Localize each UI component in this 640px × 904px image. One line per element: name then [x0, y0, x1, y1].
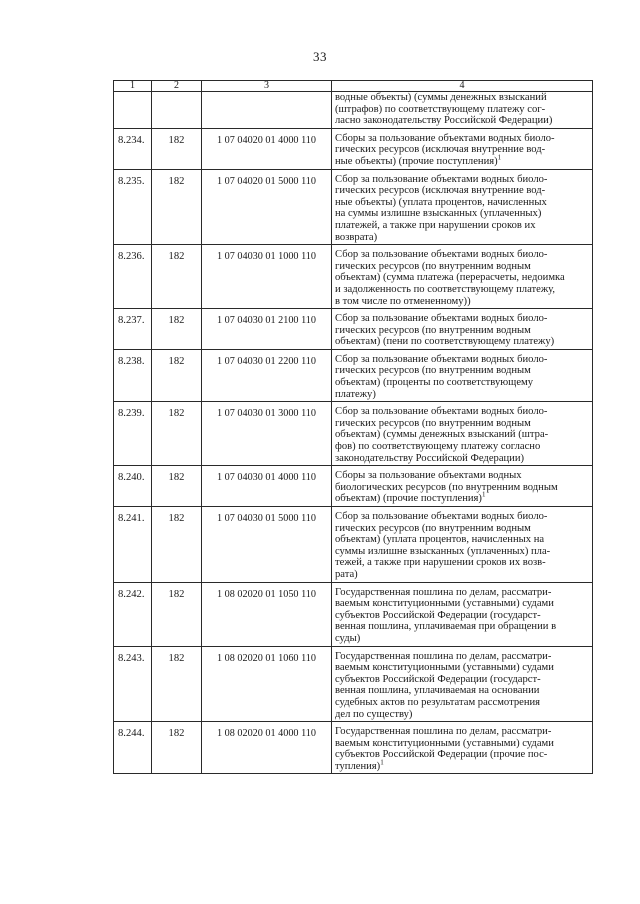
admin-code-cell: 182	[152, 128, 202, 169]
row-number-cell: 8.234.	[114, 128, 152, 169]
budget-code-cell: 1 07 04030 01 2200 110	[202, 349, 332, 401]
footnote-marker: 1	[481, 490, 486, 499]
footnote-marker: 1	[497, 153, 502, 162]
description-label: Государственная пошлина по делам, рассматри- ваемым конституционными (уставными) судами субъектов Российской Федерации (государст- венная пошлина, уплачиваемая при обращении в суды)	[335, 586, 557, 644]
table-row	[114, 128, 593, 169]
description-label: Государственная пошлина по делам, рассматри- ваемым конституционными (уставными) судами субъектов Российской Федерации (государст- венная пошлина, уплачиваемая на основании судебных актов по результатам рассмотрения дел по существу)	[335, 650, 554, 720]
revenue-classification-table	[113, 80, 593, 774]
table-row	[114, 402, 593, 466]
description-cell	[332, 582, 593, 646]
description-cell	[332, 349, 593, 401]
header-cell-1: 1	[114, 81, 152, 92]
description-cell	[332, 466, 593, 507]
admin-code-cell: 182	[152, 169, 202, 245]
table-row	[114, 92, 593, 129]
row-number-cell: 8.238.	[114, 349, 152, 401]
description-text	[335, 511, 590, 581]
description-label: Сбор за пользование объектами водных биоло- гических ресурсов (по внутренним водным объектам) (суммы денежных взысканий (штра- фов) по соответствующему платежу согласно законодательству Российской Федерации)	[335, 406, 549, 464]
row-number-cell: 8.244.	[114, 722, 152, 774]
description-text	[335, 92, 590, 127]
admin-code-cell: 182	[152, 582, 202, 646]
budget-code-cell	[202, 92, 332, 129]
table-row	[114, 646, 593, 722]
budget-code-cell: 1 07 04030 01 4000 110	[202, 466, 332, 507]
description-label: Сбор за пользование объектами водных биоло- гических ресурсов (по внутренним водным объектам) (проценты по соответствующему платежу)	[335, 353, 548, 400]
description-cell	[332, 646, 593, 722]
row-number-cell: 8.243.	[114, 646, 152, 722]
description-cell	[332, 128, 593, 169]
description-label: водные объекты) (суммы денежных взысканий (штрафов) по соответствующему платежу сог- ласно законодательству Российской Федерации)	[335, 92, 553, 127]
description-text	[335, 354, 590, 400]
table-body	[114, 81, 593, 774]
description-label: Сбор за пользование объектами водных биоло- гических ресурсов (по внутренним водным объектам) (уплата процентов, начисленных на суммы излишне взысканных (уплаченных) пла- тежей, а также при нарушении сроков их возв- рата)	[335, 511, 551, 580]
admin-code-cell: 182	[152, 722, 202, 774]
budget-code-cell: 1 08 02020 01 1050 110	[202, 582, 332, 646]
description-cell	[332, 245, 593, 309]
row-number-cell: 8.242.	[114, 582, 152, 646]
table-row	[114, 507, 593, 583]
admin-code-cell	[152, 92, 202, 129]
description-text	[335, 406, 590, 464]
table-row	[114, 169, 593, 245]
row-number-cell: 8.240.	[114, 466, 152, 507]
description-text	[335, 587, 590, 645]
description-cell	[332, 402, 593, 466]
budget-code-cell: 1 07 04020 01 4000 110	[202, 128, 332, 169]
description-label: Сбор за пользование объектами водных биоло- гических ресурсов (исключая внутренние вод- ные объекты) (уплата процентов, начисленных на суммы излишне взысканных (уплаченных) платежей, а также при нарушении сроков их возврата)	[335, 173, 548, 243]
row-number-cell: 8.237.	[114, 309, 152, 350]
budget-code-cell: 1 07 04030 01 2100 110	[202, 309, 332, 350]
admin-code-cell: 182	[152, 349, 202, 401]
description-text	[335, 726, 590, 772]
footnote-marker: 1	[380, 758, 384, 767]
description-cell	[332, 722, 593, 774]
description-label: Сбор за пользование объектами водных биоло- гических ресурсов (по внутренним водным объектам) (сумма платежа (перерасчеты, недоимка и задолженность по соответствующему платежу, в том числе по отмененному))	[335, 249, 565, 307]
budget-code-cell: 1 08 02020 01 4000 110	[202, 722, 332, 774]
row-number-cell: 8.241.	[114, 507, 152, 583]
description-cell	[332, 92, 593, 129]
table-row	[114, 582, 593, 646]
description-text	[335, 174, 590, 244]
table-header-row	[114, 81, 593, 92]
row-number-cell: 8.236.	[114, 245, 152, 309]
admin-code-cell: 182	[152, 646, 202, 722]
description-text	[335, 313, 590, 348]
table-row	[114, 722, 593, 774]
description-label: Государственная пошлина по делам, рассматри- ваемым конституционными (уставными) судами субъектов Российской Федерации (прочие пос- тупления)	[335, 726, 554, 772]
budget-code-cell: 1 07 04030 01 3000 110	[202, 402, 332, 466]
admin-code-cell: 182	[152, 245, 202, 309]
row-number-cell: 8.239.	[114, 402, 152, 466]
description-cell	[332, 169, 593, 245]
description-text	[335, 249, 590, 307]
description-text	[335, 133, 590, 168]
admin-code-cell: 182	[152, 309, 202, 350]
admin-code-cell: 182	[152, 402, 202, 466]
budget-code-cell: 1 07 04030 01 5000 110	[202, 507, 332, 583]
budget-code-cell: 1 08 02020 01 1060 110	[202, 646, 332, 722]
admin-code-cell: 182	[152, 507, 202, 583]
description-cell	[332, 507, 593, 583]
row-number-cell	[114, 92, 152, 129]
description-text	[335, 470, 590, 505]
budget-code-cell: 1 07 04030 01 1000 110	[202, 245, 332, 309]
description-label: Сбор за пользование объектами водных биоло- гических ресурсов (по внутренним водным объектам) (пени по соответствующему платежу)	[335, 313, 555, 348]
description-cell	[332, 309, 593, 350]
table-row	[114, 309, 593, 350]
table-row	[114, 349, 593, 401]
description-label: Сборы за пользование объектами водных биологических ресурсов (по внутренним водным объектам) (прочие поступления)	[335, 470, 558, 505]
description-text	[335, 651, 590, 721]
page-number: 33	[313, 49, 327, 64]
header-cell-2: 2	[152, 81, 202, 92]
description-label: Сборы за пользование объектами водных биоло- гических ресурсов (исключая внутренние вод- ные объекты) (прочие поступления)	[335, 132, 555, 167]
admin-code-cell: 182	[152, 466, 202, 507]
header-cell-4: 4	[332, 81, 593, 92]
table-row	[114, 245, 593, 309]
header-cell-3: 3	[202, 81, 332, 92]
row-number-cell: 8.235.	[114, 169, 152, 245]
budget-code-cell: 1 07 04020 01 5000 110	[202, 169, 332, 245]
table-row	[114, 466, 593, 507]
